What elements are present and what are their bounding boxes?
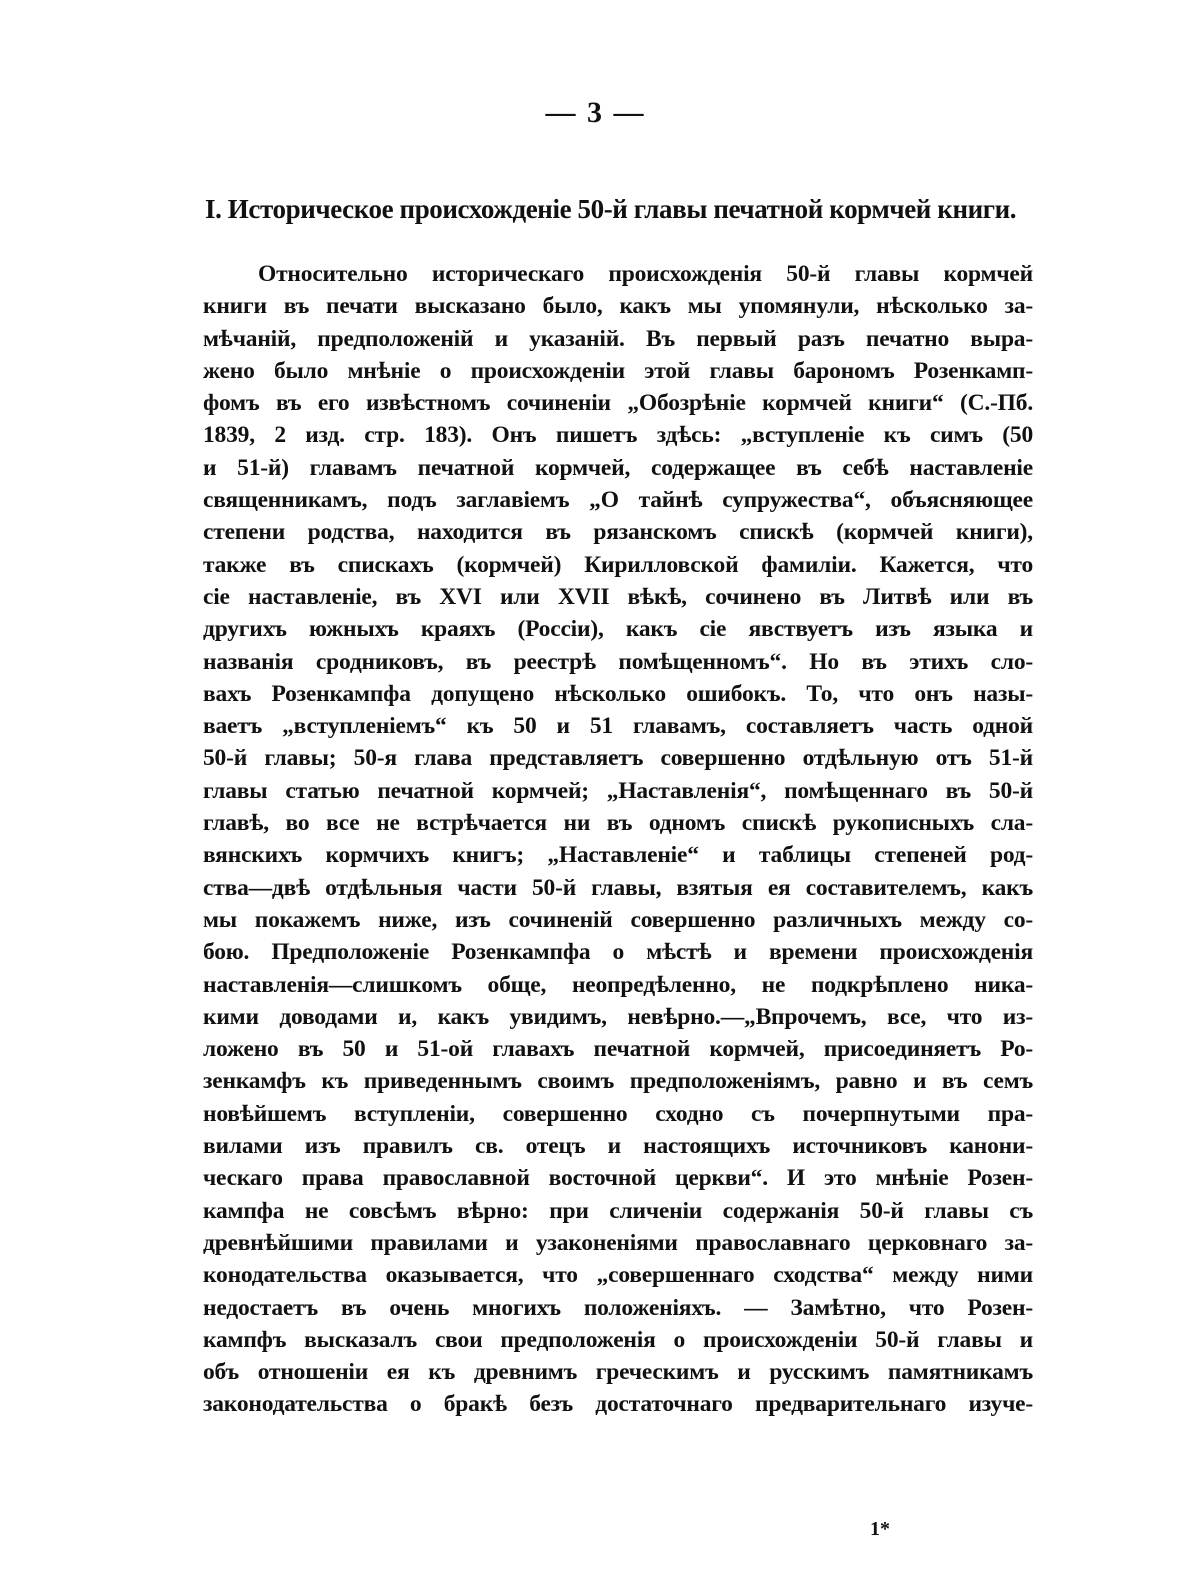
text-line: новѣйшемъ вступленіи, совершенно сходно съ почерпнутыми пра-: [203, 1100, 1033, 1127]
text-line: ческаго права православной восточной церкви“. И это мнѣніе Розен-: [203, 1165, 1033, 1192]
text-line: кампфа не совсѣмъ вѣрно: при сличеніи содержанія 50-й главы съ: [203, 1197, 1033, 1224]
signature-mark: 1*: [870, 1518, 890, 1540]
text-line: книги въ печати высказано было, какъ мы упомянули, нѣсколько за-: [203, 293, 1033, 320]
chapter-title: I. Историческое происхожденіе 50-й главы печатной кормчей книги.: [205, 194, 1017, 224]
page-number: — 3 —: [545, 96, 646, 129]
text-line: ваетъ „вступленіемъ“ къ 50 и 51 главамъ, составляетъ часть одной: [203, 713, 1033, 740]
text-line: недостаетъ въ очень многихъ положеніяхъ. — Замѣтно, что Розен-: [203, 1294, 1033, 1321]
text-line: главы статью печатной кормчей; „Наставленія“, помѣщеннаго въ 50-й: [203, 777, 1033, 804]
text-line: вянскихъ кормчихъ книгъ; „Наставленіе“ и таблицы степеней род-: [203, 842, 1033, 869]
text-line: ства—двѣ отдѣльныя части 50-й главы, взятыя ея составителемъ, какъ: [203, 874, 1033, 901]
text-line: кими доводами и, какъ увидимъ, невѣрно.—„Впрочемъ, все, что из-: [203, 1003, 1033, 1030]
text-line: мѣчаній, предположеній и указаній. Въ первый разъ печатно выра-: [203, 325, 1033, 352]
text-line: Относительно историческаго происхожденія 50-й главы кормчей: [258, 261, 1033, 287]
text-line: названія сродниковъ, въ реестрѣ помѣщенномъ“. Но въ этихъ сло-: [203, 648, 1033, 675]
text-line: мы покажемъ ниже, изъ сочиненій совершенно различныхъ между со-: [203, 906, 1033, 933]
text-line: 1839, 2 изд. стр. 183). Онъ пишетъ здѣсь: „вступленіе къ симъ (50: [203, 422, 1033, 449]
text-line: вилами изъ правилъ св. отецъ и настоящихъ источниковъ канони-: [203, 1133, 1033, 1160]
text-line: законодательства о бракѣ безъ достаточнаго предварительнаго изуче-: [203, 1391, 1033, 1418]
text-line: кампфъ высказалъ свои предположенія о происхожденіи 50-й главы и: [203, 1326, 1033, 1353]
body-text: [203, 258, 1033, 1421]
text-line: священникамъ, подъ заглавіемъ „О тайнѣ супружества“, объясняющее: [203, 487, 1033, 514]
text-line: ложено въ 50 и 51-ой главахъ печатной кормчей, присоединяетъ Ро-: [203, 1036, 1033, 1063]
text-line: конодательства оказывается, что „совершеннаго сходства“ между ними: [203, 1262, 1033, 1289]
text-line: также въ спискахъ (кормчей) Кирилловской фамиліи. Кажется, что: [203, 551, 1033, 578]
text-line: бою. Предположеніе Розенкампфа о мѣстѣ и времени происхожденія: [203, 939, 1033, 966]
text-line: вахъ Розенкампфа допущено нѣсколько ошибокъ. То, что онъ назы-: [203, 680, 1033, 707]
text-line: главѣ, во все не встрѣчается ни въ одномъ спискѣ рукописныхъ сла-: [203, 810, 1033, 837]
text-line: фомъ въ его извѣстномъ сочиненіи „Обозрѣніе кормчей книги“ (С.-Пб.: [203, 390, 1033, 417]
text-line: зенкамфъ къ приведеннымъ своимъ предположеніямъ, равно и въ семъ: [203, 1068, 1033, 1095]
text-line: сіе наставленіе, въ XVI или XVII вѣкѣ, сочинено въ Литвѣ или въ: [203, 583, 1033, 610]
text-line: степени родства, находится въ рязанскомъ спискѣ (кормчей книги),: [203, 519, 1033, 546]
text-line: другихъ южныхъ краяхъ (Россіи), какъ сіе явствуетъ изъ языка и: [203, 616, 1033, 643]
text-line: объ отношеніи ея къ древнимъ греческимъ и русскимъ памятникамъ: [203, 1359, 1033, 1386]
text-line: древнѣйшими правилами и узаконеніями православнаго церковнаго за-: [203, 1229, 1033, 1256]
text-line: 50-й главы; 50-я глава представляетъ совершенно отдѣльную отъ 51-й: [203, 745, 1033, 772]
text-line: наставленія—слишкомъ обще, неопредѣленно, не подкрѣплено ника-: [203, 971, 1033, 998]
text-line: и 51-й) главамъ печатной кормчей, содержащее въ себѣ наставленіе: [203, 454, 1033, 481]
text-line: жено было мнѣніе о происхожденіи этой главы барономъ Розенкамп-: [203, 357, 1033, 384]
